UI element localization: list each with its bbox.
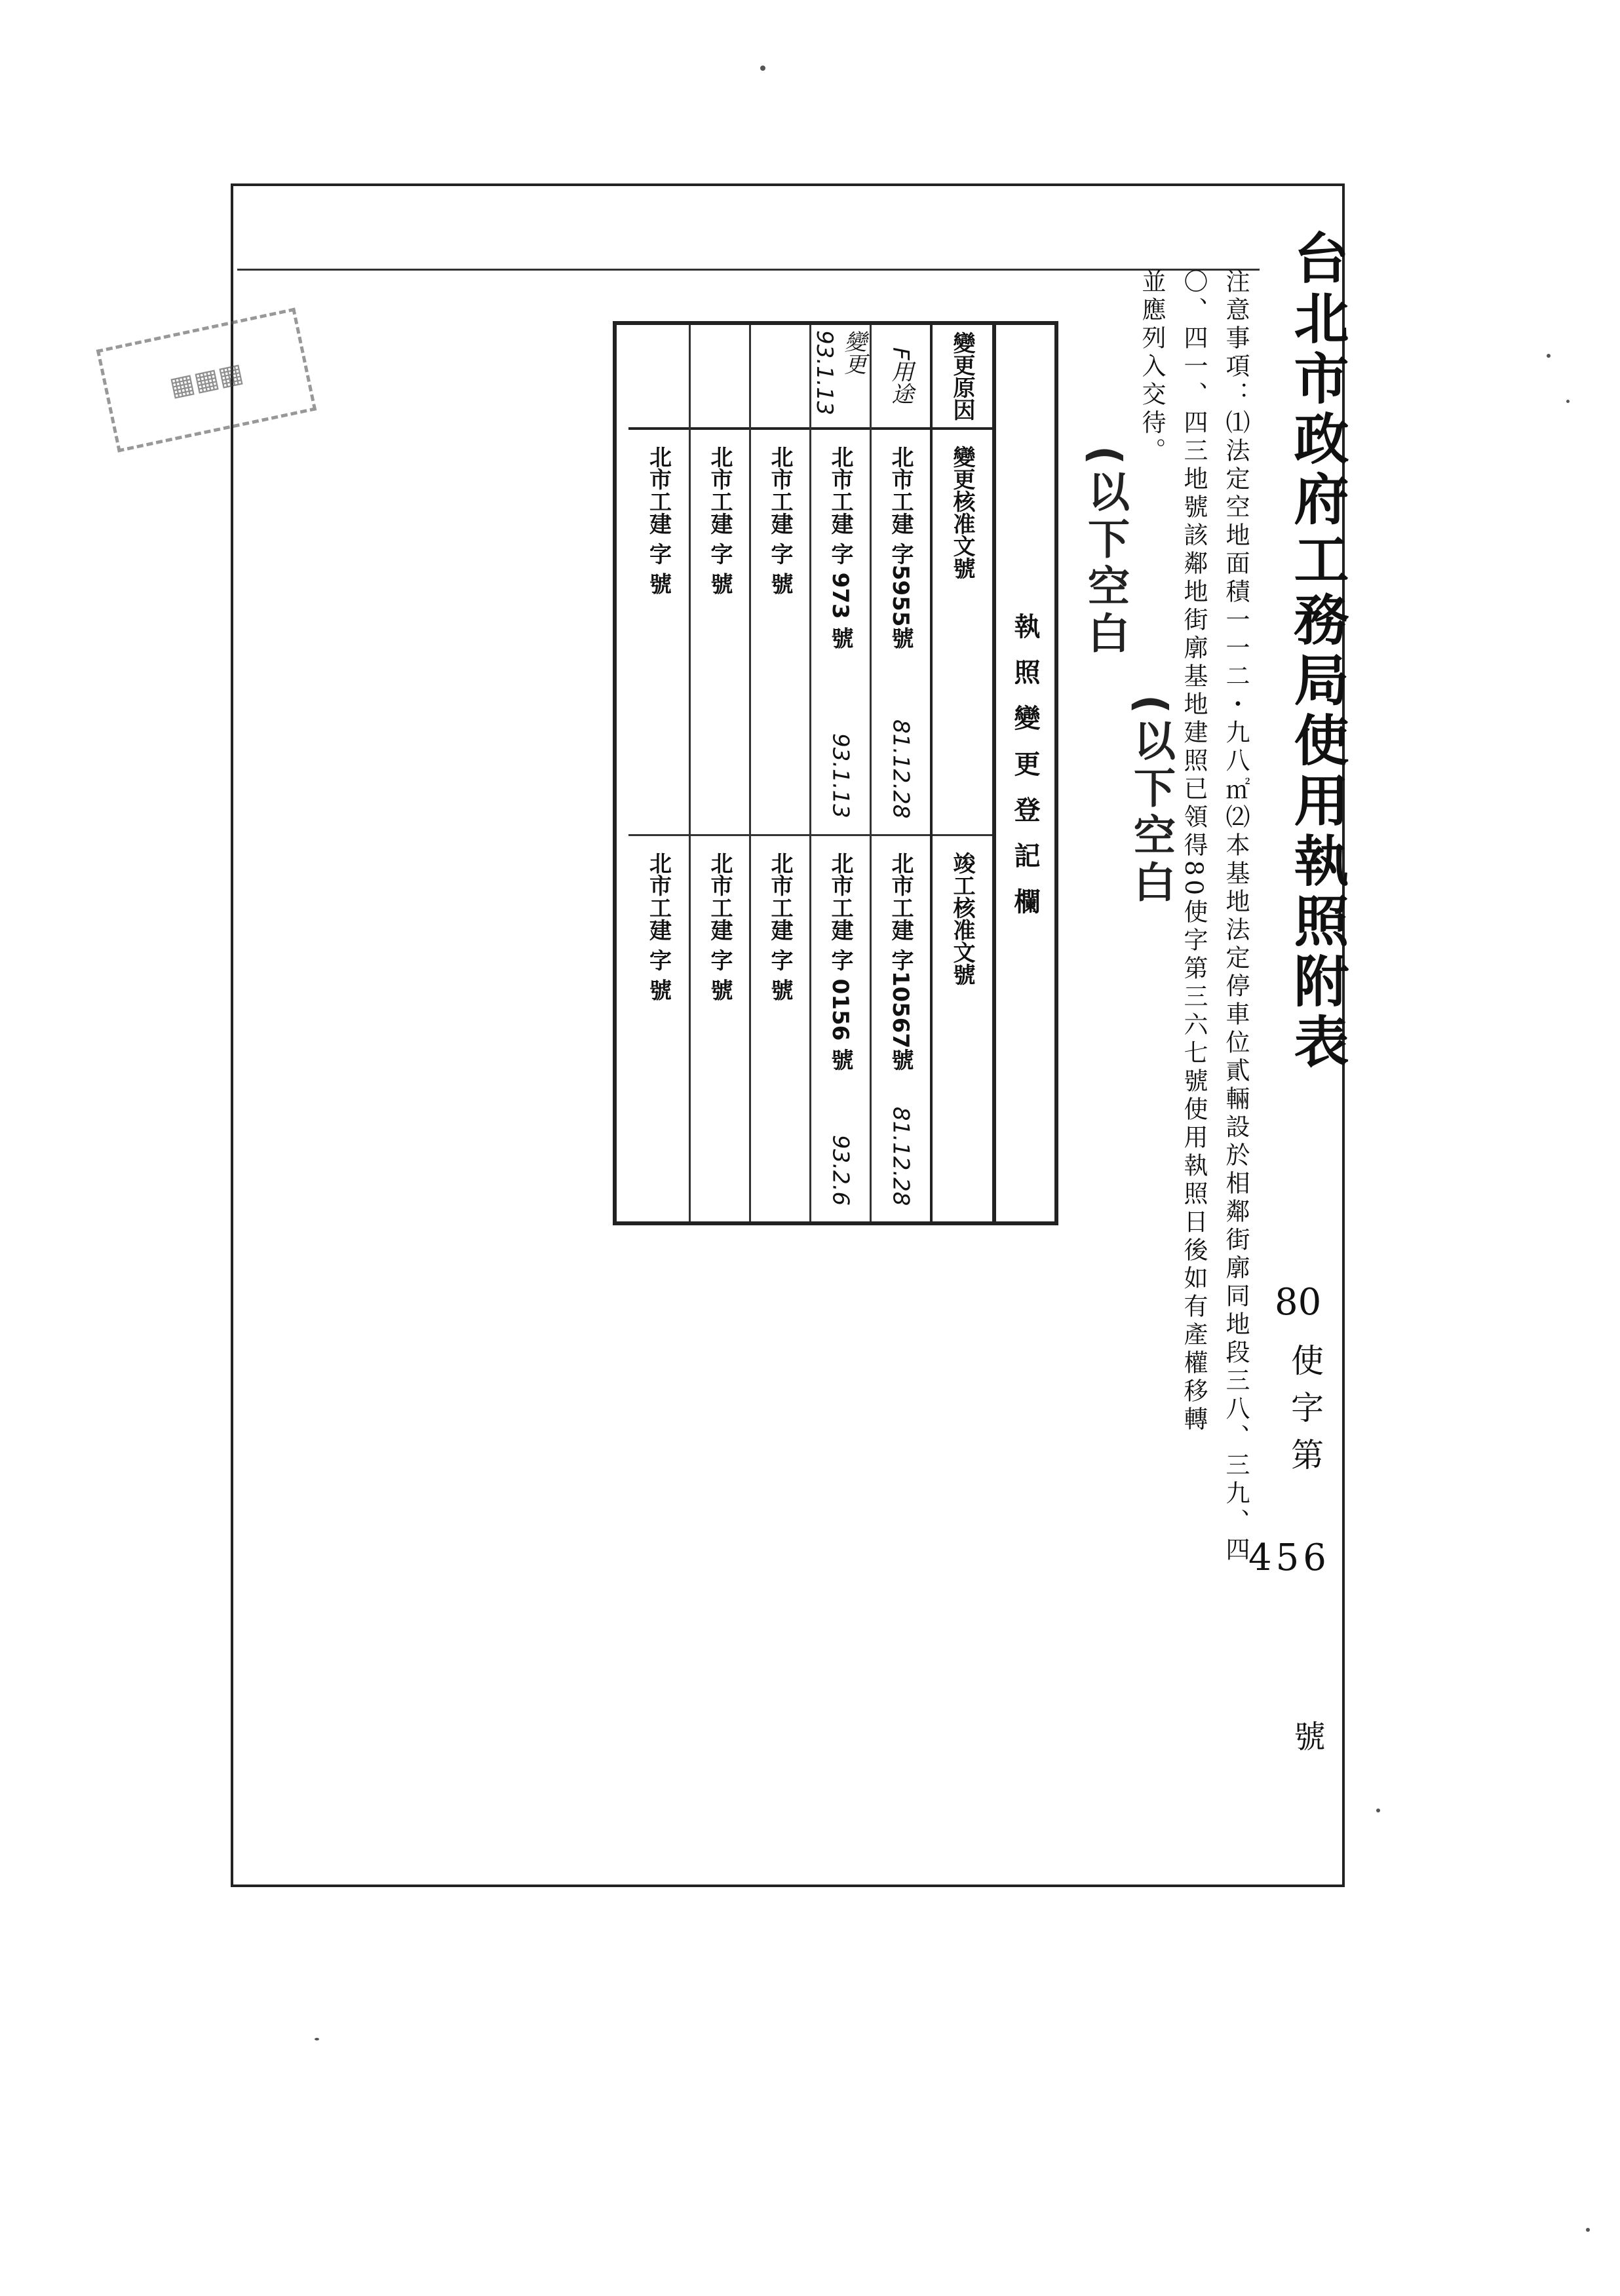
scan-speck — [1376, 1808, 1380, 1812]
notes-section — [1134, 269, 1253, 1861]
row-change-number: 北市工建 字 號 — [628, 430, 689, 836]
row-completion-number-text: 北市工建 字 0156 號 — [827, 852, 853, 1071]
row-reason — [628, 325, 689, 430]
row-completion-number: 北市工建 字 號 — [645, 852, 672, 1001]
handwritten-blank-note-1: (以下空白 — [1081, 446, 1129, 659]
row-change-number-text: 北市工建 字5955號 — [887, 446, 914, 649]
permit-number: 456 — [1248, 1537, 1330, 1579]
change-registration-table — [613, 321, 1058, 1225]
table-header-column — [930, 325, 992, 1221]
row-reason: F用途 — [872, 325, 930, 430]
header-reason: 變更原因 — [933, 325, 992, 430]
permit-year: 80 — [1275, 1281, 1322, 1324]
permit-suffix: 號 — [1288, 1720, 1325, 1751]
notes-line-2: 〇、四一、四三地號該鄰地街廓基地建照已領得80使字第三六七號使用執照日後如有產權移轉 — [1180, 269, 1208, 1435]
table-row — [870, 325, 930, 1221]
scan-speck — [1586, 2228, 1590, 2232]
scan-speck — [1566, 400, 1570, 403]
row-change-number — [872, 430, 930, 836]
permit-label: 使字第 — [1286, 1343, 1324, 1485]
header-change-number: 變更核准文號 — [933, 430, 992, 836]
notes-line-1: 注意事項：⑴法定空地面積一一二・九八㎡⑵本基地法定停車位貳輛設於相鄰街廓同地段三八、三九、四 — [1222, 269, 1250, 1565]
row-completion-number — [872, 836, 930, 1221]
handwritten-blank-note-2: (以下空白 — [1127, 695, 1175, 908]
row-completion-number-text: 北市工建 字10567號 — [887, 852, 914, 1071]
row-completion-date: 93.2.6 — [827, 1134, 854, 1206]
row-change-date: 81.12.28 — [887, 719, 914, 818]
scan-speck — [1547, 354, 1551, 358]
faded-stamp: ▦▦▦ — [96, 308, 317, 453]
row-completion-number: 北市工建 字 號 — [706, 852, 733, 1001]
header-rule — [237, 269, 1260, 271]
row-change-number-text: 北市工建 字 973 號 — [827, 446, 853, 649]
table-row — [809, 325, 870, 1221]
notes-line-3: 並應列入交待。 — [1138, 269, 1166, 466]
scan-speck — [760, 66, 765, 71]
table-title-column — [992, 325, 1054, 1221]
table-row — [749, 325, 809, 1221]
row-reason: 變更 93.1.13 — [811, 325, 870, 430]
row-change-number — [811, 430, 870, 836]
header-completion-number: 竣工核准文號 — [949, 852, 975, 985]
row-reason — [751, 325, 809, 430]
row-change-number: 北市工建 字 號 — [751, 430, 809, 836]
row-change-number: 北市工建 字 號 — [691, 430, 749, 836]
row-change-date: 93.1.13 — [827, 733, 854, 818]
table-row — [628, 325, 689, 1221]
table-title: 執照變更登記欄 — [1010, 613, 1040, 934]
row-reason — [691, 325, 749, 430]
row-completion-number: 北市工建 字 號 — [767, 852, 793, 1001]
page-title: 台北市政府工務局使用執照附表 — [1285, 229, 1350, 1073]
row-completion-date: 81.12.28 — [887, 1106, 914, 1206]
table-row — [689, 325, 749, 1221]
row-completion-number — [811, 836, 870, 1221]
scan-speck — [315, 2038, 319, 2040]
